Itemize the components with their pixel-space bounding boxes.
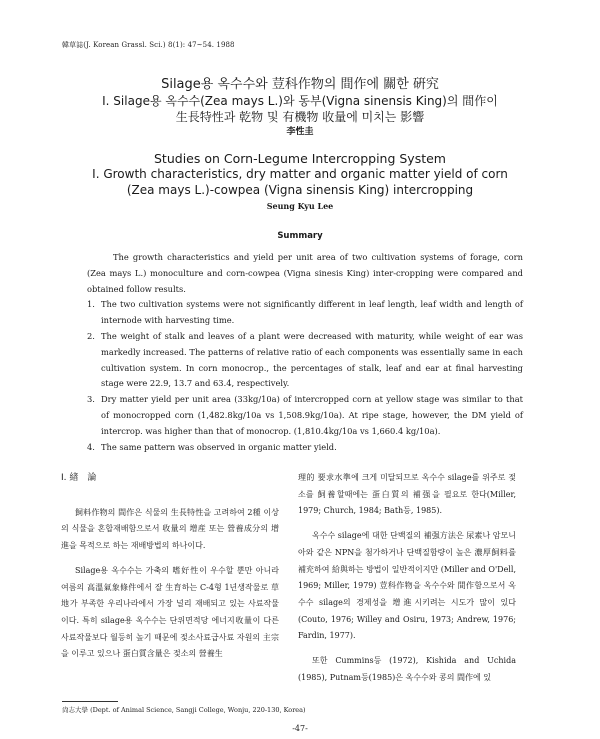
korean-title-line-2: Ⅰ. Silage용 옥수수(Zea mays L.)와 동부(Vigna sinensis King)의 間作이 xyxy=(102,94,498,108)
summary-item xyxy=(87,440,523,456)
english-title-line-3: (Zea mays L.)-cowpea (Vigna sinensis King) intercropping xyxy=(126,183,474,197)
korean-title-line-3: 生長特性과 乾物 및 有機物 收量에 미치는 影響 xyxy=(175,110,425,124)
summary-list xyxy=(87,297,523,455)
affiliation-footnote: 尙志大學 (Dept. of Animal Science, Sangji College, Wonju, 220-130, Korea) xyxy=(62,706,306,714)
summary-item-text: The two cultivation systems were not significantly different in leaf length, leaf width and length of internode with harvesting time. xyxy=(101,299,523,326)
summary-item xyxy=(87,329,523,392)
body-paragraph: 理的 要求水準에 크게 미달되므로 옥수수 silage를 위주로 젖소를 飼養할때에는 蛋白質의 補强을 필요로 한다(Miller, 1979; Church, 1984; Bath등, 1985). xyxy=(298,473,516,516)
summary-item-number: 4. xyxy=(87,441,95,452)
summary-item xyxy=(87,392,523,439)
author-korean: 李性圭 xyxy=(286,127,314,137)
summary-item-number: 3. xyxy=(87,394,95,405)
section-heading-introduction: Ⅰ. 緖 論 xyxy=(61,473,97,483)
right-column xyxy=(298,470,516,694)
summary-item-text: The same pattern was observed in organic matter yield. xyxy=(101,441,337,452)
page-number: -47- xyxy=(292,724,308,733)
body-paragraph: 옥수수 silage에 대한 단백질의 補强方法은 尿素나 암모니아와 같은 NPN을 첨가하거나 단백질함량이 높은 濃厚飼料를 補充하여 給與하는 방법이 일반적이지만 (Miller and O'Dell, 1969; Miller, 1979) 荳科作物을 옥수수와 間作함으로서 옥수수 silage의 경제성을 增進시키려는 시도가 많이 있다(Couto, 1976; Willey and Osiru, 1973; Andrew, 1976; Fardin, 1977). xyxy=(298,531,516,641)
author-english: Seung Kyu Lee xyxy=(266,201,334,211)
body-paragraph: 飼料作物의 間作은 식물의 生長特性을 고려하여 2種 이상의 식물을 혼합재배함으로서 收量의 增産 또는 營養成分의 增進을 목적으로 하는 재배방법의 하나이다. xyxy=(61,507,279,551)
journal-header: 韓草誌(J. Korean Grassl. Sci.) 8(1): 47~54. 1988 xyxy=(62,41,235,49)
body-paragraph: Silage용 옥수수는 가축의 嗜好性이 우수할 뿐만 아니라 여름의 高溫氣象條件에서 잘 生育하는 C-4형 1년생작물로 草地가 부족한 우리나라에서 가장 널리 재배되고 있는 사료작물이다. 특히 silage용 옥수수는 단위면적당 에너지收量이 다른 사료작물보다 월등히 높기 때문에 젖소사료급사료 자원의 主宗을 이루고 있으나 蛋白質含量은 젖소의 營養生 xyxy=(61,565,279,659)
summary-item-text: Dry matter yield per unit area (33kg/10a) of intercropped corn at yellow stage was similar to that of monocropped corn (1,482.8kg/10a vs 1,508.9kg/10a). At ripe stage, however, the DM yield of intercrop. was higher than that of monocrop. (1,810.4kg/10a vs 1,660.4 kg/10a). xyxy=(101,394,523,436)
summary-item-text: The weight of stalk and leaves of a plant were decreased with maturity, while weight of ear was markedly increased. The patterns of relative ratio of each components was essentially same in each cultivation system. In corn monocrop., the percentages of stalk, leaf and ear at final harvesting stage were 22.9, 13.7 and 63.4, respectively. xyxy=(101,330,523,389)
english-title-line-2: Ⅰ. Growth characteristics, dry matter and organic matter yield of corn xyxy=(92,167,508,181)
left-column xyxy=(61,470,279,671)
korean-title-line-1: Silage용 옥수수와 荳科作物의 間作에 關한 硏究 xyxy=(161,77,439,92)
summary-item-number: 2. xyxy=(87,330,95,341)
summary-item-number: 1. xyxy=(87,299,95,310)
summary-heading: Summary xyxy=(277,231,323,241)
footnote-rule xyxy=(62,701,118,702)
summary-item xyxy=(87,297,523,329)
english-title-line-1: Studies on Corn-Legume Intercropping System xyxy=(154,151,446,166)
summary-intro: The growth characteristics and yield per unit area of two cultivation systems of forage, corn (Zea mays L.) monoculture and corn-cowpea (Vigna sinesis King) inter-cropping were compared and obtained follow results. xyxy=(87,252,523,294)
summary-body xyxy=(87,250,523,455)
body-paragraph: 또한 Cummins등 (1972), Kishida and Uchida (1985), Putnam등(1985)은 옥수수와 콩의 間作에 있 xyxy=(298,656,516,682)
